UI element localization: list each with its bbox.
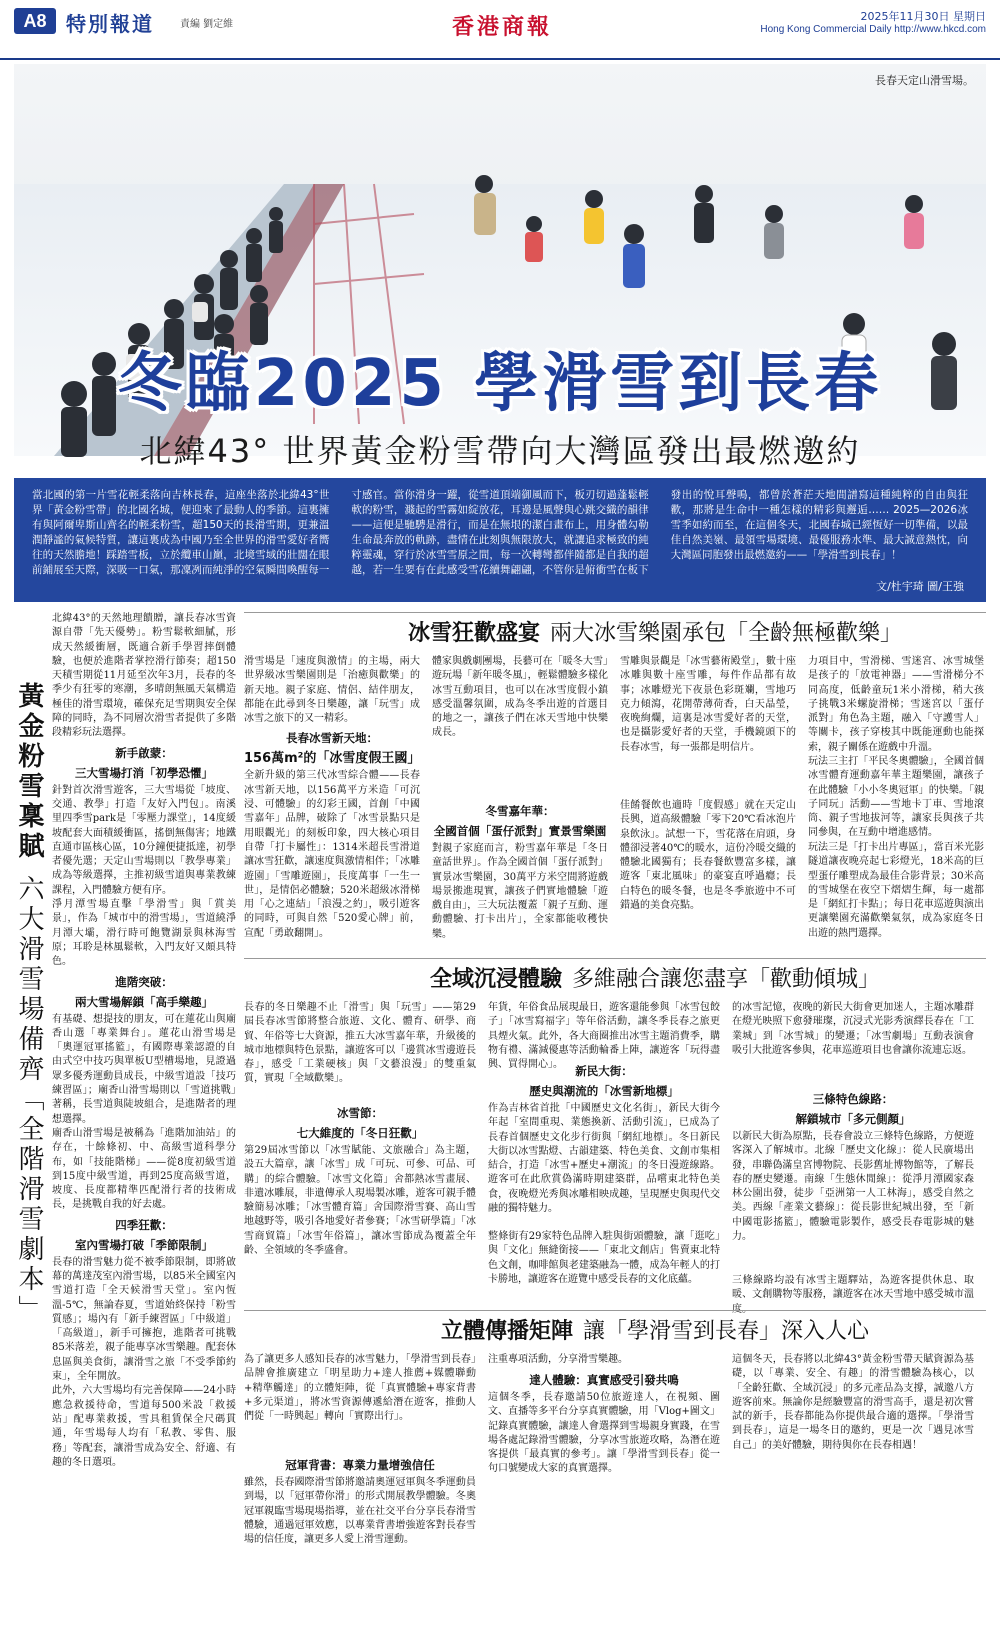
s1-column-3 — [620, 655, 796, 942]
section-name: 特別報道 — [66, 12, 154, 36]
intro-text: 當北國的第一片雪花輕柔落向吉林長春，這座坐落於北緯43°世界「黃金粉雪帶」的北國名城，便迎來了最動人的季節。這裏擁有與阿爾卑斯山齊名的輕柔粉雪，超150天的長滑雪期，更兼溫潤靜謐的氣候特質，讓這裏成為中國乃至全世界的滑雪愛好者嚮往的天然膽地！踩踏雪板，立於纜車山巔，北境雪域的壯闊在眼前鋪展至天際，深吸一口氣，那凜冽而純淨的空氣瞬間喚醒每一寸感官。當你滑身一躍，從雪道頂端御風而下，板刃切過蓬鬆輕軟的粉雪，濺起的雪霧如綻放花，耳邊是風聲與心跳交織的韻律——這便是馳騁是滑行，而是在無垠的潔白畫布上，用身體勾勒生命最奔放的軌跡，盡情在此刻與無限放大，就讓追求極致的純粹靈魂，穿行於冰雪雪原之間，每一次轉彎都伴隨都是自我的超越，若一生要有在此感受雪花續舞翩翩，不管你是俯衝雪在板下發出的悅耳聲鳴，都曾於蒼茫天地間譜寫這種純粹的自由與狂歡，那將是生命中一種怎樣的精彩與邂逅…… 2025—2026冰雪季如約而至，在這個冬天，北國春城已經恆好一切準備，以最佳自然美嶺、最領雪場環境、最優服務水準、最大誠意熱忱，向大灣區同胞發出最燃邀約——「學滑雪到長春」！ — [32, 489, 968, 576]
section-immersive-experience — [244, 962, 986, 1308]
subheading: 室內雪場打破「季節限制」 — [75, 1237, 213, 1252]
s3-column-1 — [244, 1353, 476, 1620]
subheading: 冬雪嘉年華： — [485, 804, 555, 818]
paragraph: 為了讓更多人感知長春的冰雪魅力，「學滑雪到長春」品牌會推廣建立「明星助力+達人推薦+媒體聯動+精準觸達」的立體矩陣，從「真實體驗+專家背書+多元渠道」，將冰雪資源傳遞給潛在遊客，推動人們從「一時興起」轉向「實際出行」。 — [244, 1354, 476, 1423]
subheading: 七大維度的「冬日狂歡」 — [296, 1126, 424, 1140]
paragraph: 以新民大街為原點，長春會設立三條特色線路，方便遊客深入了解城市。北線「歷史文化線」：從人民廣場出發，串聯偽滿皇宮博物院、長影舊址博物館等，了解長春的歷史變遷。南線「生態休閒線」：從淨月潭國家森林公園出發，徒步「亞洲第一人工林海」，感受自然之美。西線「產業文藝線」：從長影世紀城出發，至「新中國電影搖籃」，體驗電影製作，感受長春電影城的魅力。 — [732, 1131, 974, 1243]
subheading: 兩大雪場解鎖「高手樂趣」 — [75, 994, 213, 1009]
subheading: 四季狂歡： — [115, 1217, 173, 1232]
paragraph: 注重專項活動，分享滑雪樂趣。 — [488, 1354, 628, 1365]
paragraph: 三條線路均設有冰雪主題驛站，為遊客提供休息、取暖、文創購物等服務，讓遊客在冰天雪地中感受城市溫 — [732, 1275, 974, 1301]
masthead — [0, 0, 1000, 60]
paragraph: 玩法三主打「平民冬奧體驗」，全國首個冰雪體育運動嘉年華主題樂園，讓孩子在此體驗「小小冬奧冠軍」的快樂。「親子同玩」活動——雪地卡丁車、雪地滾筒、親子雪地拔河等，讓家長與孩子共同參與，在互動中增進感情。 — [808, 756, 984, 839]
paragraph: 對親子家庭而言，粉雪嘉年華是「冬日童話世界」。作為全國首個「蛋仔派對」實景冰雪樂園，30萬平方米空間將遊戲場景搬進現實，讓孩子們實地體驗「遊戲自由」，三大玩法覆蓋「親子互動、運動體驗、打卡出片」，全家都能收穫快樂。 — [432, 843, 608, 940]
intro-box — [14, 478, 986, 602]
s3-column-2 — [488, 1353, 720, 1620]
s1-column-1 — [244, 655, 420, 942]
hero-photo — [14, 64, 986, 470]
vertical-article-title — [14, 682, 48, 1325]
paragraph: 第29屆冰雪節以「冰雪賦能、文旅融合」為主題，設五大篇章，讓「冰雪」成「可玩、可參、可品、可購」的綜合體驗。「冰雪文化篇」舍都熱冰雪畫展、非遺冰雕展，非遺傳承人現場製冰雕，遊客可親手體驗簡易冰雕；「冰雪體育篇」舍国際滑雪賽、高山雪地越野等，吸引各地愛好者參賽；「冰雪研學篇」「冰雪商貿篇」「冰雪年俗篇」，讓冰雪節成為覆蓋全年齡、全領域的冬季盛會。 — [244, 1145, 476, 1257]
subheading: 156萬m²的「冰雪度假王國」 — [244, 751, 421, 767]
subheading: 歷史與潮流的「冰雪新地標」 — [529, 1084, 679, 1098]
paragraph: 力項目中，雪滑梯、雪迷宮、冰雪城堡是孩子的「放電神器」——雪滑梯分不同高度，低齡童玩1米小滑梯，稍大孩子挑戰3米螺旋滑梯；雪迷宮以「蛋仔派對」角色為主題，融入「守護雪人」等關卡，孩子穿梭其中既能運動也能探索，親子關係在遊戲中升溫。 — [808, 656, 984, 753]
vertical-title-light: 六大滑雪場備齊「全階滑雪劇本」 — [14, 875, 44, 1326]
subheading: 進階突破： — [115, 974, 173, 989]
section-title-light: 多維融合讓您盡享「歡動傾城」 — [572, 967, 881, 992]
paragraph: 佳餚餐飲也適時「度假感」就在天定山長興，道高級體驗「零下20℃看冰泡片泉飲泳」。試想一下，雪花落在肩頭，身體卻浸著40℃的暖水，這份冷暖交織的體驗北國獨有；長春餐飲豐富多樣，讓遊客「東北風味」的豪宴直呼過癮；長白特色的暖冬餐，也是冬季旅遊中不可錯過的美食亮點。 — [620, 800, 796, 912]
s3-column-3 — [732, 1353, 974, 1620]
paragraph: 年貨，年俗食品展現最日，遊客還能參與「冰雪包餃子」「冰雪寫福字」等年俗活動，讓冬季長春之旅更具煙火氣。此外，各大商圈推出冰雪主題消費季，購物有禮、滿減優惠等活動輪番上陣，讓遊客「玩得盡興、買得開心」。 — [488, 1002, 720, 1071]
page-subheadline: 北緯43° 世界黃金粉雪帶向大灣區發出最燃邀約 — [139, 432, 861, 470]
paragraph: 的冰雪記憶，夜晚的新民大街會更加迷人，主題冰雕群在燈光映照下愈發璀璨，沉浸式光影秀演繹長春在「工業城」到「冰雪城」的變遷；「冰雪劇場」互動表演會吸引大批遊客參與，花車巡遊項目也會讓你流連忘返。 — [732, 1002, 974, 1056]
paragraph: 此外，六大雪場均有完善保障——24小時應急救援待命，雪道每500米設「救援站」配專業救援，雪具租賃保全尺碼貫通，年雪場每人均有「私教、零售、服務」等配套，讓滑雪成為安全、舒適、有趣的冬日選項。 — [52, 1385, 236, 1468]
subheading: 三條特色線路： — [812, 1092, 894, 1106]
subheading: 新手啟蒙： — [115, 745, 173, 760]
s2-column-1 — [244, 1001, 476, 1317]
page-headline: 冬臨2025 學滑雪到長春 — [117, 347, 883, 421]
photo-caption: 長春天定山滑雪場。 — [875, 74, 974, 87]
section-title-bold: 冰雪狂歡盛宴 — [407, 621, 540, 646]
subheading: 解鎖城市「多元側顏」 — [795, 1112, 911, 1126]
paragraph: 針對首次滑雪遊客，三大雪場從「坡度、交通、教學」打造「友好入門包」。南溪里四季雪park是「零壓力課堂」，14度緩坡配套大面積緩衝區，搖倒無傷害；地鐵直通市區核心區，10分鐘便捷抵達，初學者優先選；天定山雪場則以「教學專業」成為等級選擇，主推初級雪道與專業教練課程，入門體驗方便有序。 — [52, 784, 236, 896]
newspaper-english-name: Hong Kong Commercial Daily http://www.hkcd.com — [760, 24, 986, 35]
subheading: 達人體驗：真實感受引發共鳴 — [529, 1373, 679, 1387]
section-title-light: 讓「學滑雪到長春」深入人心 — [583, 1319, 870, 1344]
subheading: 全國首個「蛋仔派對」實景雪樂園 — [433, 824, 607, 838]
byline: 文/杜宇琦 圖/王強 — [876, 580, 964, 593]
paragraph: 整條街有29家特色品牌入駐與街頭體驗，讓「逛吃」與「文化」無縫銜接——「東北文創店」售賣東北特色文創，咖啡館與老建築融為一體，成為年輕人的打卡勝地，讓遊客在遊覽中感受長春的文化底蘊。 — [488, 1231, 720, 1285]
paragraph: 淨月潭雪場直擊「學滑雪」與「賞美景」，作為「城市中的滑雪場」，雪道繞淨月潭大壩，滑行時可飽覽湖景與林海雪原；耳聆是林風鬆軟，入門友好又頗具特色。 — [52, 899, 236, 968]
paragraph: 玩法三是「打卡出片專區」，當百米光影隧道讓夜晚亮起七彩燈光，18米高的巨型蛋仔雕塑成為最佳合影背景；30米高的雪城堡在夜空下熠熠生輝，每一處都是「網紅打卡點」；每日花車巡遊與演出更讓樂園充滿歡樂氣氛，成為家庭冬日出遊的熱門選擇。 — [808, 842, 984, 939]
paragraph: 這個冬季，長春邀請50位旅遊達人，在視頻、圖文、直播等多平台分享真實體驗，用「Vlog+圖文」記錄真實體驗，讓達人會選擇到雪場親身實踐，在雪場各處記錄滑雪體驗，分享冰雪旅遊攻略，為潛在遊客提供「最真實的參考」。讓「學滑雪到長春」從一句口號變成大家的真實選擇。 — [488, 1392, 720, 1475]
s1-column-2 — [432, 655, 608, 942]
subheading: 冰雪節： — [337, 1106, 383, 1120]
vertical-title-bold: 黃金粉雪稟賦 — [14, 682, 44, 862]
section-title — [324, 962, 986, 993]
page-number-tag: A8 — [14, 8, 56, 34]
paragraph: 長春的滑雪魅力從不被季節限制，即將啟幕的萬達茂室內滑雪場，以85米全國室內雪道打造「全天候滑雪天堂」。室內恆溫-5℃，無論春夏，雪道始終保持「粉雪質感」；場內有「新手練習區」「中級道」「高級道」，新手可擁抱，進階者可挑戰85米落差，親子能專享冰雪樂趣。配套休息區與美食街，讓滑雪之旅「不受季節約束」，全年開放。 — [52, 1256, 236, 1383]
s2-column-2 — [488, 1001, 720, 1317]
section-title — [324, 616, 986, 647]
s2-column-3 — [732, 1001, 974, 1317]
subheading: 三大雪場打消「初學恐懼」 — [75, 765, 213, 780]
section-title — [324, 1314, 986, 1345]
section-title-light: 兩大冰雪樂園承包「全齡無極歡樂」 — [550, 621, 903, 646]
section-ice-snow-carnival — [244, 616, 986, 956]
section-title-bold: 立體傳播矩陣 — [440, 1319, 573, 1344]
editor-credit: 責編 劉定維 — [180, 19, 234, 30]
s1-column-4 — [808, 655, 984, 942]
section-title-bold: 全域沉浸體驗 — [429, 967, 562, 992]
paragraph: 長春的冬日樂趣不止「滑雪」與「玩雪」——第29屆長春冰雪節將整合旅遊、文化、體育、研學、商貿、年俗等七大資源，推五大冰雪嘉年華，升級後的城市地標與特色景點，讓遊客可以「邊賞冰雪邊遊長春」，感受「工業硬核」與「文藝浪漫」的雙重氣質，實現「全域歡樂」。 — [244, 1002, 476, 1085]
divider-line — [244, 958, 986, 959]
paragraph: 滑雪場是「速度與激情」的主場，兩大世界級冰雪樂園則是「治癒與歡樂」的新天地。親子家庭、情侶、結伴朋友，都能在此尋到冬日樂趣，讓「玩雪」成冰雪之旅下的又一精彩。 — [244, 656, 420, 725]
paragraph: 雪雕與景觀是「冰雪藝術殿堂」，數十座冰雕與數十座雪雕，每件作品都有故事；冰雕燈光下夜景色彩斑斕，雪地巧克力傾瀉，花開帶薄荷香，白天晶瑩，夜晚絢爛，這裏是冰雪愛好者的天堂，也是攝影愛好者的天堂，手機鏡頭下的長春冰雪，每一張都是明信片。 — [620, 656, 796, 753]
paragraph: 這個冬天，長春將以北緯43°黃金粉雪帶天賦資源為基礎，以「專業、安全、有趣」的滑雪體驗為核心，以「全齡狂歡、全域沉浸」的多元產品為支撐，誠邀八方遊客前來。無論你是經驗豐富的滑雪高手，還是初次嘗試的新手，長春都能為你提供最合適的選擇。「學滑雪到長春」，這是一場冬日的邀約，更是一次「遇見冰雪自己」的美好體驗，期待與你在長春相遇！ — [732, 1354, 974, 1451]
newspaper-logo: 香港商報 — [452, 14, 553, 40]
divider-line — [244, 612, 986, 613]
paragraph: 廟香山滑雪場是被稱為「進階加油站」的存在，十餘條初、中、高級雪道科學分布，如「技能階梯」——從8度初級雪道到15度中級雪道，再到25度高級雪道，坡度、長度都精準匹配滑行者的技術成長，是挑戰自我的好去處。 — [52, 1127, 236, 1211]
section-communication-matrix — [244, 1314, 986, 1630]
paragraph: 有基礎、想提技的朋友，可在蓮花山與廟香山選「專業舞台」。蓮花山滑雪場是「奧運冠軍搖籃」，有國際專業認證的自由式空中技巧與單板U型槽場地，見證過眾多優秀運動員成長，中級雪道設「技巧練習區」；廟香山滑雪場則以「雪道挑戰」著稱，長雪道與陡坡組合，是進階者的理想選擇。 — [52, 1013, 236, 1125]
paragraph: 體家與戲劇團場，長藝可在「暖冬大雪」遊玩場「新年暖冬風」，輕鬆體驗多樣化冰雪互動項目，也可以在冰雪度假小鎮感受溫馨氛圍，成為冬季出遊的首選目的地之一，讓孩子們在冰天雪地中快樂成長。 — [432, 656, 608, 739]
paragraph: 作為吉林省首批「中國歷史文化名街」，新民大街今年起「室間重現、業態換新、活動引流」，已成為了長春首個歷史文化步行街與「網紅地標」。冬日新民大街以冰雪點燈、古韻建築、特色美食、文創市集相結合，打造「冰雪+歷史+潮流」的冬日漫遊線路。遊客可在此欣賞偽滿時期建築群，品嚐東北特色美食，夜晚燈光秀與冰雕相映成趣，呈現歷史與現代交融的獨特魅力。 — [488, 1103, 720, 1215]
paragraph: 雖然，長春國際滑雪節將邀請奧運冠軍與冬季運動員到場，以「冠軍帶你滑」的形式開展教學體驗。冬奧冠軍親臨雪場現場指導，並在社交平台分享長春滑雪體驗，通過冠軍效應，以專業背書增強遊客對長春雪場的信任度，讓更多人愛上滑雪運動。 — [244, 1477, 476, 1546]
subheading: 新民大街： — [575, 1064, 633, 1078]
paragraph: 全新升級的第三代冰雪綜合體——長春冰雪新天地，以156萬平方米造「可沉浸、可體驗」的幻彩王國，首創「中國雪嘉年」品牌，破除了「冰雪景點只是用眼觀光」的刻板印象，四大核心項目自帶「打卡屬性」：1314米超長雪滑道讓冰雪狂歡，讓速度與激情相伴；「冰雕遊園」「雪雕遊園」，長度萬事「一生一世」，是情侶必體驗；520米超級冰滑梯用「心之連結」「浪漫之約」，吸引遊客的同時，可與自然「520愛心牌」前，宣配「勇敢翻開」。 — [244, 770, 420, 939]
left-column-body — [52, 612, 236, 1622]
divider-line — [244, 1310, 986, 1311]
subheading: 長春冰雪新天地： — [286, 731, 378, 746]
paragraph: 北緯43°的天然地理饋贈，讓長春冰雪資源自帶「先天優勢」。粉雪鬆軟細膩，形成天然緩衝層，既適合新手學習摔倒體驗，也便於進階者掌控滑行節奏；超150天積雪期從11月延至次年3月，長春的冬季少有狂零的寒潮，多晴朗無風天氣構造極佳的滑雪環境，確保充足雪期與安全保障的同時，為不同層次滑雪者提供了多階段精彩玩法選擇。 — [52, 613, 236, 739]
subheading: 冠軍背書：專業力量增強信任 — [285, 1458, 435, 1472]
issue-date: 2025年11月30日 星期日 — [860, 10, 986, 23]
left-column-article — [14, 612, 236, 1627]
